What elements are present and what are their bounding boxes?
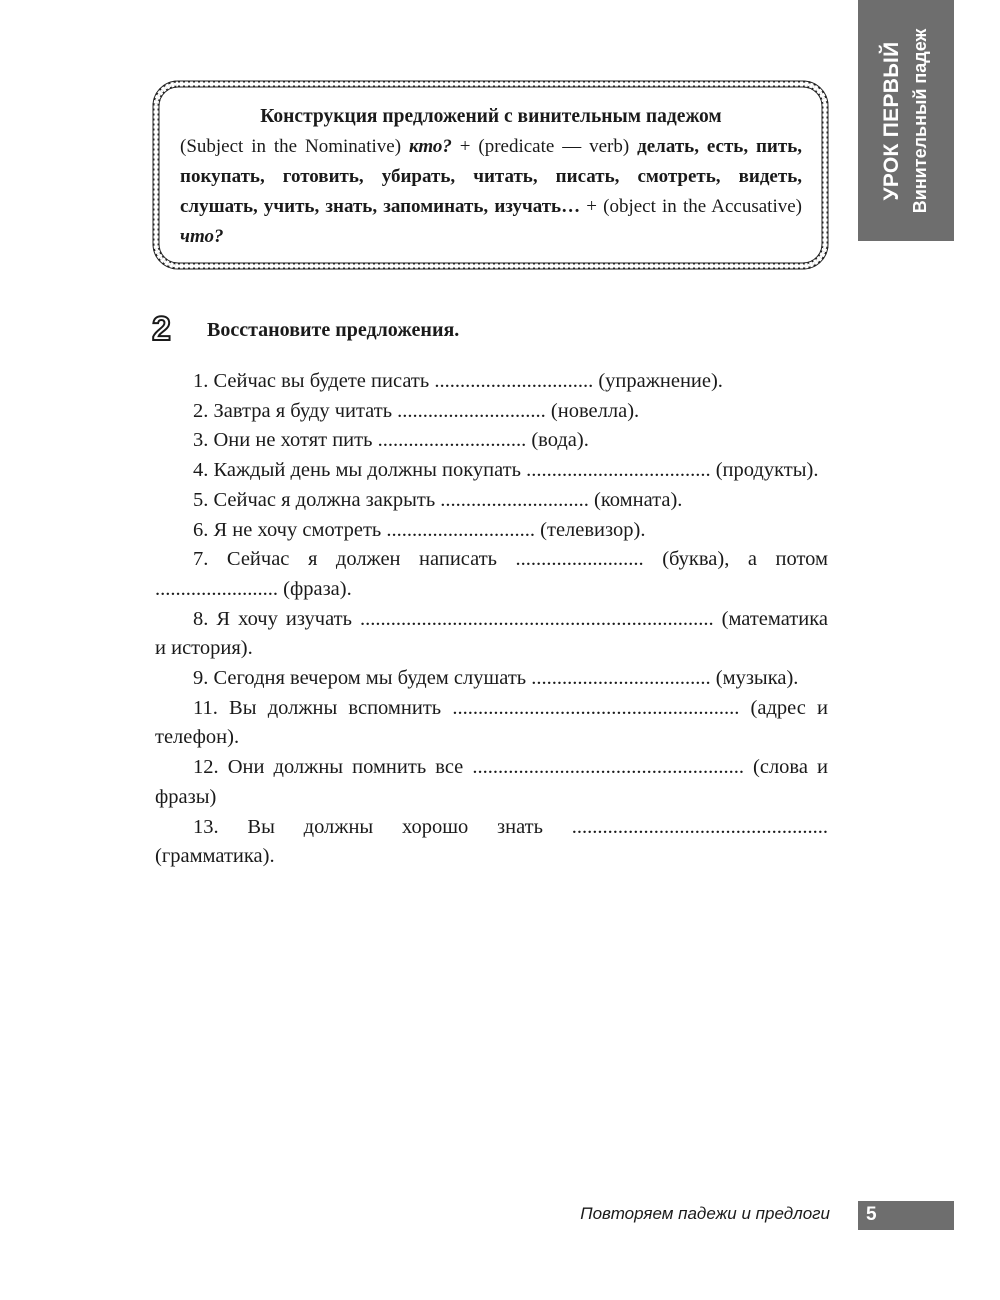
- exercise-item: 6. Я не хочу смотреть ............................. (телевизор).: [193, 518, 646, 541]
- exercise-item: 7. Сейчас я должен написать ......................... (буква), а потом ........................ (фраза).: [155, 548, 828, 600]
- exercise-item: 13. Вы должны хорошо знать .................................................. (грамматика).: [155, 815, 828, 868]
- chapter-title: УРОК ПЕРВЫЙ: [880, 41, 903, 201]
- rule-subject: (Subject in the Nominative): [180, 136, 409, 157]
- exercise-item: 5. Сейчас я должна закрыть ............................. (комната).: [193, 488, 683, 511]
- page-number-box: [858, 1201, 954, 1230]
- exercise-item: 9. Сегодня вечером мы будем слушать ................................... (музыка).: [193, 667, 799, 690]
- exercise-item: 1. Сейчас вы будете писать ............................... (упражнение).: [193, 370, 723, 392]
- exercise-item: 4. Каждый день мы должны покупать .................................... (продукты).: [193, 459, 819, 482]
- rule-question-what: что?: [180, 226, 224, 247]
- rule-predicate: + (predicate — verb): [451, 136, 638, 157]
- grammar-rule-box: [152, 80, 829, 270]
- page-number: 5: [866, 1204, 877, 1225]
- rule-title: Конструкция предложений с винительным падежом: [260, 106, 722, 127]
- exercise-title: Восстановите предложения.: [207, 319, 460, 341]
- exercise-item: 8. Я хочу изучать ..................................................................... (математика и история).: [155, 607, 828, 660]
- rule-verbs: делать, есть, пить, покупать, готовить, убирать, читать, писать, смотреть, видеть, слушать, учить, знать, запоминать, изучать…: [180, 136, 803, 217]
- rule-question-who: кто?: [408, 136, 452, 157]
- rule-text: [180, 102, 802, 252]
- exercise-number: 2: [152, 310, 171, 348]
- exercise-list: [155, 367, 828, 872]
- exercise-item: 12. Они должны помнить все ..................................................... (слова и фразы): [155, 756, 828, 808]
- exercise-item: 3. Они не хотят пить ............................. (вода).: [193, 429, 589, 452]
- footer-book-title: Повторяем падежи и предлоги: [580, 1204, 830, 1223]
- chapter-subtitle: Винительный падеж: [910, 28, 930, 213]
- chapter-tab: [858, 0, 954, 241]
- rule-body: [180, 132, 802, 252]
- exercise-item: 11. Вы должны вспомнить ........................................................ (адрес и телефон).: [155, 696, 828, 749]
- exercise-item: 2. Завтра я буду читать ............................. (новелла).: [193, 399, 640, 422]
- rule-object: + (object in the Accusative): [580, 196, 802, 217]
- chapter-tab-text: [878, 6, 934, 236]
